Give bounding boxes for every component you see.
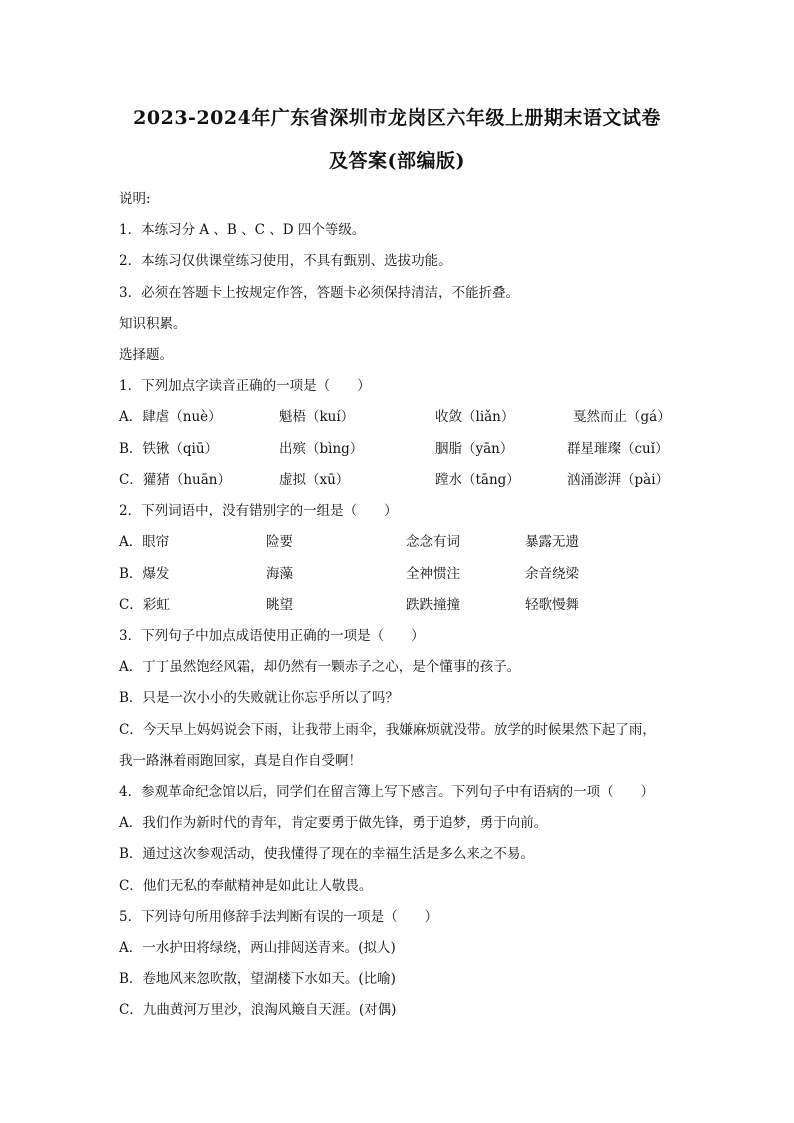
intro-item: 2．本练习仅供课堂练习使用，不具有甄别、选拔功能。 <box>119 253 452 269</box>
option-cell: 余音绕梁 <box>525 566 579 582</box>
intro-item: 3．必须在答题卡上按规定作答，答题卡必须保持清洁，不能折叠。 <box>119 285 520 301</box>
page-title-line-2: 及答案(部编版) <box>329 150 465 172</box>
option-cell: 险要 <box>266 534 293 550</box>
question-5-option: B．卷地风来忽吹散，望湖楼下水如天。(比喻) <box>119 971 396 987</box>
question-5-option: C．九曲黄河万里沙，浪淘风簸自天涯。(对偶) <box>119 1002 397 1018</box>
option-cell: C．獾猪（huān） <box>119 472 231 488</box>
option-cell: A．眼帘 <box>119 534 170 550</box>
option-cell: 全神惯注 <box>406 566 460 582</box>
page-title-line-1: 2023-2024年广东省深圳市龙岗区六年级上册期末语文试卷 <box>133 107 661 129</box>
intro-item: 1．本练习分 A 、B 、C 、D 四个等级。 <box>119 222 366 238</box>
option-cell: 群星璀璨（cuǐ） <box>567 441 669 457</box>
question-3-option: C．今天早上妈妈说会下雨，让我带上雨伞，我嫌麻烦就没带。放学的时候果然下起了雨， <box>119 722 656 738</box>
option-cell: 暴露无遗 <box>525 534 579 550</box>
question-2-option-row <box>119 562 679 582</box>
option-cell: 胭脂（yān） <box>435 441 514 457</box>
question-1-stem: 1．下列加点字读音正确的一项是（ ） <box>119 378 371 394</box>
question-1-option-row <box>119 468 679 488</box>
question-2-option-row <box>119 530 679 550</box>
option-cell: 出殡（bìng） <box>279 441 364 457</box>
question-3-option: B．只是一次小小的失败就让你忘乎所以了吗？ <box>119 690 399 706</box>
question-2-option-row <box>119 593 679 613</box>
section-knowledge: 知识积累。 <box>119 316 187 332</box>
question-3-option: A．丁丁虽然饱经风霜，却仍然有一颗赤子之心，是个懂事的孩子。 <box>119 659 521 675</box>
option-cell: B．铁锹（qiū） <box>119 441 219 457</box>
question-1-option-row <box>119 437 679 457</box>
option-cell: 收敛（liǎn） <box>435 409 515 425</box>
intro-heading: 说明: <box>119 191 151 207</box>
option-cell: 念念有词 <box>406 534 460 550</box>
question-5-option: A．一水护田将绿绕，两山排闼送青来。(拟人) <box>119 940 396 956</box>
question-3-stem: 3．下列句子中加点成语使用正确的一项是（ ） <box>119 628 425 644</box>
option-cell: 眺望 <box>266 597 293 613</box>
option-cell: 汹涌澎湃（pài） <box>567 472 670 488</box>
option-cell: 跌跌撞撞 <box>406 597 460 613</box>
question-4-option: A．我们作为新时代的青年，肯定要勇于做先锋，勇于追梦，勇于向前。 <box>119 815 548 831</box>
question-3-option-continued: 我一路淋着雨跑回家，真是自作自受啊！ <box>119 753 362 769</box>
option-cell: 魁梧（kuí） <box>279 409 355 425</box>
question-2-stem: 2．下列词语中，没有错别字的一组是（ ） <box>119 503 398 519</box>
question-4-option: C．他们无私的奉献精神是如此让人敬畏。 <box>119 878 373 894</box>
question-1-option-row <box>119 405 679 425</box>
option-cell: A．肆虐（nuè） <box>119 409 222 425</box>
option-cell: 海藻 <box>266 566 293 582</box>
option-cell: B．爆发 <box>119 566 170 582</box>
question-4-option: B．通过这次参观活动，使我懂得了现在的幸福生活是多么来之不易。 <box>119 846 534 862</box>
option-cell: 轻歌慢舞 <box>525 597 579 613</box>
option-cell: 虚拟（xū） <box>279 472 350 488</box>
option-cell: 戛然而止（gá） <box>573 409 671 425</box>
question-5-stem: 5．下列诗句所用修辞手法判断有误的一项是（ ） <box>119 909 439 925</box>
question-4-stem: 4．参观革命纪念馆以后，同学们在留言簿上写下感言。下列句子中有语病的一项（ ） <box>119 784 655 800</box>
option-cell: C．彩虹 <box>119 597 170 613</box>
section-choice: 选择题。 <box>119 347 173 363</box>
option-cell: 蹚水（tāng） <box>435 472 520 488</box>
